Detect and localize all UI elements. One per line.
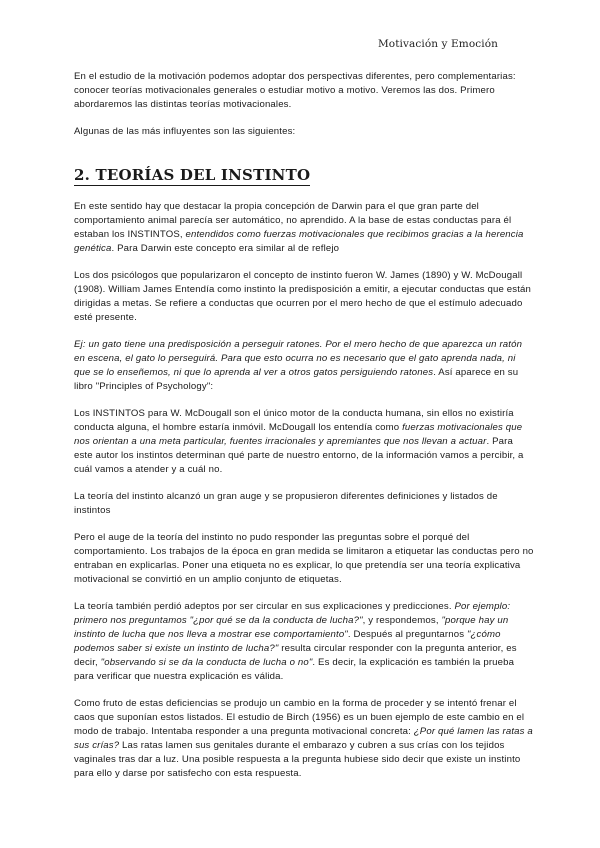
- circularity-text: La teoría también perdió adeptos por ser circular en sus explicaciones y predicciones.: [74, 601, 455, 612]
- darwin-paragraph: [74, 200, 534, 256]
- mcdougall-text: Los INSTINTOS para W. McDougall son el único motor de la conducta humana, sin ellos no existiría conducta alguna, el hombre estaría inmóvil. McDougall los entendía como: [74, 408, 514, 433]
- intro-lead-paragraph: Algunas de las más influyentes son las siguientes:: [74, 126, 296, 137]
- example-text-end: . Así aparece en su libro "Principles of Psychology":: [74, 367, 519, 392]
- birch-emphasis: ¿Por qué lamen las ratas a sus crías?: [74, 726, 533, 751]
- darwin-text: En este sentido hay que destacar la propia concepción de Darwin para el que gran parte del comportamiento animal parecía ser automático, no aprendido. A la base de estas conductas para él estaban los INSTINTOS,: [74, 201, 512, 240]
- james-paragraph: Los dos psicólogos que popularizaron el concepto de instinto fueron W. James (1890) y W. McDougall (1908). William James Entendía como instinto la predisposición a emitir, a ejecutar conductas que están dirigidas a metas. Se refiere a conductas que ocurren por el mero hecho de que el estímulo adecuado esté presente.: [74, 270, 531, 323]
- circularity-emphasis-3: "¿cómo podemos saber si existe un instinto de lucha?": [74, 629, 501, 654]
- critique-paragraph: Pero el auge de la teoría del instinto no pudo responder las preguntas sobre el porqué del comportamiento. Los trabajos de la época en gran medida se limitaron a etiquetar las conductas pero no entraban en explicarlas. Poner una etiqueta no es explicar, lo que pretendía ser una teoría explicativa motivacional se convirtió en un amplio conjunto de etiquetas.: [74, 532, 534, 585]
- circularity-emphasis-1: Por ejemplo: primero nos preguntamos "¿por qué se da la conducta de lucha?": [74, 601, 511, 626]
- mcdougall-text-end: . Para este autor los instintos determinan qué parte de nuestro entorno, de la información vamos a percibir, a cuál vamos a atender y a cuál no.: [74, 436, 524, 475]
- section-heading: 2. TEORÍAS DEL INSTINTO: [74, 166, 311, 184]
- darwin-emphasis: entendidos como fuerzas motivacionales que recibimos gracias a la herencia genética: [74, 229, 524, 254]
- intro-paragraph: En el estudio de la motivación podemos adoptar dos perspectivas diferentes, pero complementarias: conocer teorías motivacionales generales o estudiar motivo a motivo. Veremos las dos. Primero abordaremos las distintas teorías motivacionales.: [74, 71, 516, 110]
- circularity-text-3: . Después al preguntarnos: [347, 629, 467, 640]
- section-heading-wrapper: [74, 152, 534, 200]
- circularity-emphasis-4: "observando si se da la conducta de lucha o no": [100, 657, 313, 668]
- circularity-text-4: resulta circular responder con la pregunta anterior, es decir,: [74, 643, 517, 668]
- circularity-emphasis-2: "porque hay un instinto de lucha que nos lleva a mostrar ese comportamiento": [74, 615, 509, 640]
- example-paragraph: [74, 338, 534, 394]
- circularity-text-2: , y respondemos,: [362, 615, 442, 626]
- circularity-paragraph: [74, 600, 534, 684]
- darwin-text-end: . Para Darwin este concepto era similar al de reflejo: [111, 243, 340, 254]
- birch-text: Como fruto de estas deficiencias se produjo un cambio en la forma de proceder y se intentó frenar el caos que suponían estos listados. El estudio de Birch (1956) es un buen ejemplo de este cambio en el modo de trabajo. Intentaba responder a una pregunta motivacional concreta:: [74, 698, 525, 737]
- example-emphasis: Ej: un gato tiene una predisposición a perseguir ratones. Por el mero hecho de que aparezca un ratón en escena, el gato lo perseguirá. Para que esto ocurra no es necesario que el gato aprenda nada, ni que se lo enseñemos, ni que lo aprenda al ver a otros gatos persiguiendo ratones: [74, 339, 523, 378]
- circularity-text-5: . Es decir, la explicación es también la prueba para verificar que nuestra explicación es válida.: [74, 657, 515, 682]
- birch-paragraph: [74, 697, 534, 781]
- running-header: Motivación y Emoción: [377, 38, 498, 50]
- mcdougall-emphasis: fuerzas motivacionales que nos orientan a una meta particular, fuentes irracionales y apremiantes que nos llevan a actuar: [74, 422, 523, 447]
- mcdougall-paragraph: [74, 407, 534, 477]
- page-body: [74, 70, 534, 794]
- auge-paragraph: La teoría del instinto alcanzó un gran auge y se propusieron diferentes definiciones y listados de instintos: [74, 491, 498, 516]
- birch-text-end: Las ratas lamen sus genitales durante el embarazo y cubren a sus crías con los tejidos vaginales tras dar a luz. Una posible respuesta a la pregunta hubiese sido decir que existe un instinto para ello y darse por satisfecho con esta respuesta.: [74, 740, 521, 779]
